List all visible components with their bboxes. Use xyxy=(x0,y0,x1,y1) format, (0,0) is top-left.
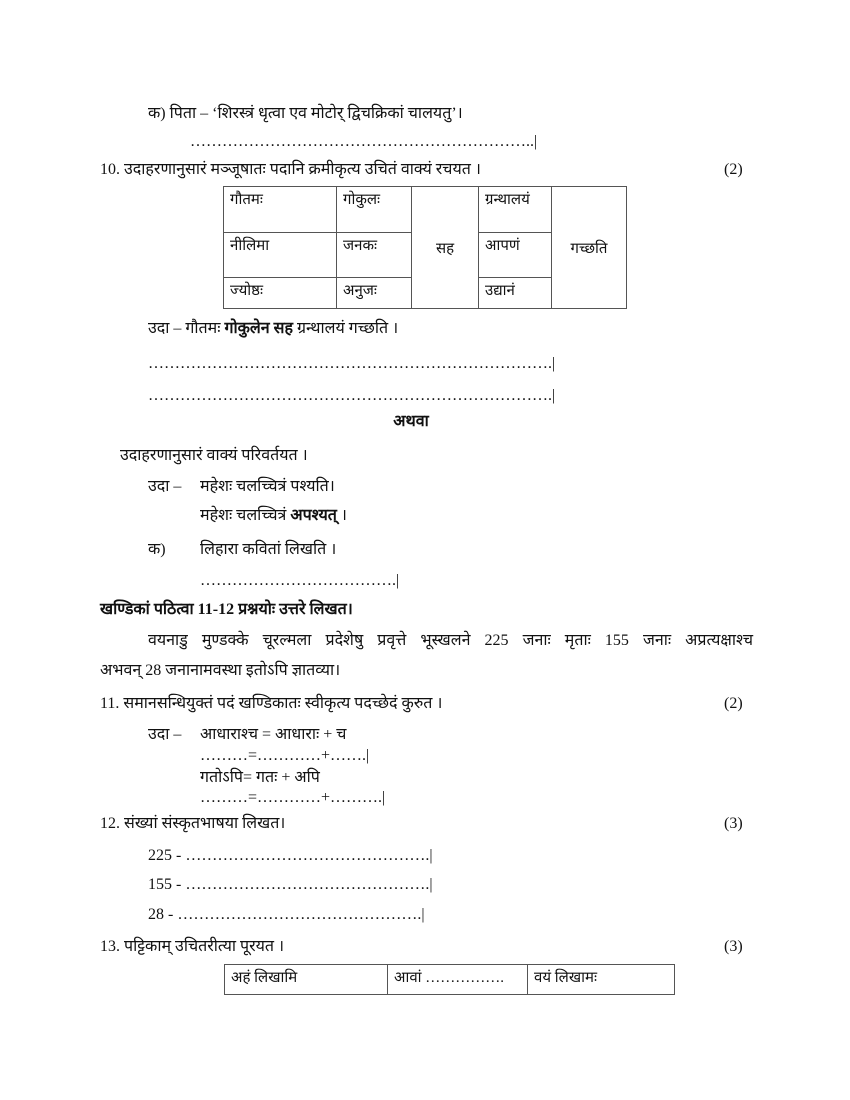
fill-table xyxy=(224,964,675,995)
example: आधाराश्च = आधाराः + च xyxy=(200,726,347,743)
example-sentence: महेशः चलच्चित्रं पश्यति। xyxy=(200,478,335,495)
q12-question: 12. संख्यां संस्कृतभाषया लिखत। xyxy=(100,815,286,832)
number-blank: 155 - ……………………………………….| xyxy=(148,876,433,893)
answer-blank: ………………………………………………………………….| xyxy=(148,355,556,372)
passage-line: अभवन् 28 जनानामवस्था इतोऽपि ज्ञातव्या। xyxy=(100,662,341,679)
cell: नीलिमा xyxy=(224,233,337,278)
q12-marks: (3) xyxy=(724,815,743,832)
number-blank: 28 - ……………………………………….| xyxy=(148,906,425,923)
q11-question: 11. समानसन्धियुक्तं पदं खण्डिकातः स्वीकृत्य पदच्छेदं कुरुत । xyxy=(100,695,443,712)
cell: वयं लिखामः xyxy=(528,965,675,995)
cell: उद्यानं xyxy=(479,278,552,309)
item-label: क) xyxy=(148,541,166,558)
q13-marks: (3) xyxy=(724,938,743,955)
passage-line: वयनाडु मुण्डक्के चूरल्मला प्रदेशेषु प्रवृत्ते भूस्खलने 225 जनाः मृताः 155 जनाः अप्रत्यक्षाश्च xyxy=(148,632,753,649)
cell: अहं लिखामि xyxy=(225,965,388,995)
q10-question: 10. उदाहरणानुसारं मञ्जूषातः पदानि क्रमीकृत्य उचितं वाक्यं रचयत । xyxy=(100,161,481,178)
passage-heading: खण्डिकां पठित्वा 11-12 प्रश्नयोः उत्तरे लिखत। xyxy=(100,601,353,618)
example-label: उदा – xyxy=(148,726,182,743)
cell: गोकुलः xyxy=(337,187,412,233)
answer-blank: ………………………………………………………………….| xyxy=(148,387,556,404)
word-box-table xyxy=(223,186,627,309)
cell: अनुजः xyxy=(337,278,412,309)
q10-example: उदा – गौतमः गोकुलेन सह ग्रन्थालयं गच्छति । xyxy=(148,320,399,337)
sentence: लिहारा कवितां लिखति । xyxy=(200,541,337,558)
cell: गौतमः xyxy=(224,187,337,233)
q10-marks: (2) xyxy=(724,161,743,178)
example: गतोऽपि= गतः + अपि xyxy=(200,769,320,786)
q9-k xyxy=(148,104,463,124)
example-label: उदा – xyxy=(148,478,182,495)
answer-blank: ………=…………+……….| xyxy=(200,789,386,806)
cell: जनकः xyxy=(337,233,412,278)
cell: ग्रन्थालयं xyxy=(479,187,552,233)
alt-instruction: उदाहरणानुसारं वाक्यं परिवर्तयत । xyxy=(120,447,308,464)
sentence: पिता – ‘शिरस्त्रं धृत्वा एव मोटोर् द्विचक्रिकां चालयतु’। xyxy=(169,105,463,122)
cell: गच्छति xyxy=(552,187,627,309)
item-label: क) xyxy=(148,105,166,122)
cell: आपणं xyxy=(479,233,552,278)
cell: आवां ……………. xyxy=(388,965,528,995)
answer-blank: ………………………………………………………..| xyxy=(190,133,538,150)
cell: सह xyxy=(412,187,479,309)
number-blank: 225 - ……………………………………….| xyxy=(148,847,433,864)
athava-heading: अथवा xyxy=(393,413,429,430)
q13-question: 13. पट्टिकाम् उचितरीत्या पूरयत । xyxy=(100,938,285,955)
cell: ज्योष्ठः xyxy=(224,278,337,309)
answer-blank: ……………………………….| xyxy=(200,572,400,589)
example-answer: महेशः चलच्चित्रं अपश्यत् । xyxy=(200,507,347,524)
answer-blank: ………=…………+…….| xyxy=(200,747,370,764)
q11-marks: (2) xyxy=(724,695,743,712)
